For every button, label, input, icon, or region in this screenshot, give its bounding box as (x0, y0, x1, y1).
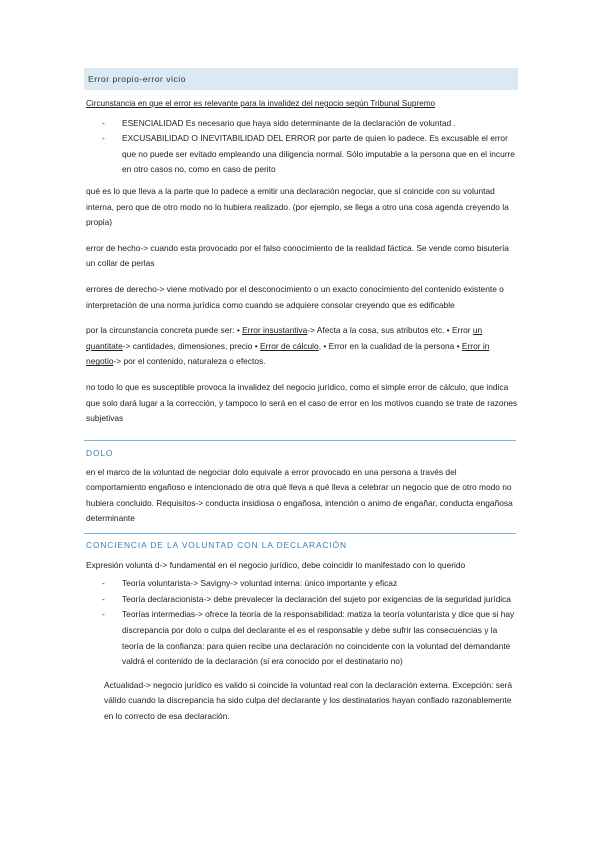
paragraph: no todo lo que es susceptible provoca la invalidez del negocio jurídico, como el simple error de cálculo, que indica que solo dará lugar a la corrección, y tampoco lo será en el caso de error en los motivos cuando se trate de razones subjetivas (86, 381, 518, 424)
term-error-in-negotio: Error in negotio (86, 340, 490, 367)
section-heading: CONCIENCIA DE LA VOLUNTAD CON LA DECLARACIÓN (86, 540, 347, 550)
paragraph: en el marco de la voluntad de negociar dolo equivale a error provocado en una persona a través del comportamiento engañoso e intencionado de otra qué lleva a qué lleva a celebrar un negocio que de otro modo no hubiera concluido. Requisitos-> conducta insidiosa o engañosa, intención o animo de engañar, conducta engañosa determinante (86, 466, 513, 524)
paragraph: error de hecho-> cuando esta provocado por el falso conocimiento de la realidad fáctica. Se vende como bisutería un collar de perlas (86, 242, 509, 269)
theories-list (84, 576, 516, 670)
divider (84, 440, 516, 441)
term-un-quantitate: un quantitate (86, 325, 483, 351)
divider (84, 533, 516, 534)
paragraph: qué es lo que lleva a la parte que lo padece a emitir una declaración negociar, que sí coincide con su voluntad interna, pero que de otro modo no lo hubiera realizado. (por ejemplo, se llega a otro una cosa agenda creyendo la propia) (86, 185, 509, 228)
requirements-list (84, 116, 518, 178)
paragraph-error-types: por la circunstancia concreta puede ser: • Error insustantiva-> Afecta a la cosa, sus atributos etc. • Error un quantitate-> cantidades, dimensiones, precio • Error de cálculo, • Error en la cualidad de la persona • Error in negotio-> por el contenido, naturaleza o efectos. (86, 325, 490, 367)
term-error-insustantiva: Error insustantiva (242, 325, 308, 336)
list-item: - Teoría voluntarista-> Savigny-> voluntad interna: único importante y eficaz (84, 576, 516, 592)
list-item: - ESENCIALIDAD Es necesario que haya sido determinante de la declaración de voluntad . (84, 116, 518, 132)
list-item: - Teorías intermedias-> ofrece la teoría de la responsabilidad: matiza la teoría voluntarista y dice que si hay discrepancia por dolo o culpa del declarante el es el responsable y debe sufrir las consecuencias y la teoría de la confianza: para quien recibe una declaración no coincidente con la voluntad del demandante valdrá el contenido de la declaración (si era conocido por el destinatario no) (84, 607, 516, 669)
section-conciencia-voluntad (84, 533, 516, 725)
section-heading: Error propio-error vicio (84, 68, 518, 90)
paragraph: Actualidad-> negocio jurídico es valido si coincide la voluntad real con la declaración externa. Excepción: será válido cuando la discrepancia ha sido culpa del declarante y los destinatarios hayan confiado razonablemente en lo correcto de esa declaración. (104, 679, 513, 721)
term-error-de-calculo: Error de cálculo (260, 340, 319, 351)
list-item: - EXCUSABILIDAD O INEVITABILIDAD DEL ERROR por parte de quien lo padece. Es excusable el error que no puede ser evitado empleando una diligencia normal. Sólo imputable a la persona que en el incurre en otro casos no, como en caso de perito (84, 131, 518, 178)
paragraph: Expresión volunta d-> fundamental en el negocio jurídico, debe coincidir lo manifestado con lo querido (86, 559, 466, 570)
section-error-vicio (84, 68, 518, 427)
section-heading: DOLO (86, 448, 114, 458)
list-item: - Teoría declaracionista-> debe prevalecer la declaración del sujeto por exigencias de la seguridad jurídica (84, 592, 516, 608)
section-dolo (84, 440, 516, 527)
section-subheading: Circunstancia en que el error es relevante para la invalidez del negocio según Tribunal Supremo (86, 99, 436, 108)
paragraph: errores de derecho-> viene motivado por el desconocimiento o un exacto conocimiento del contenido existente o interpretación de una norma jurídica como cuando se adquiere consolar creyendo que es edificable (86, 283, 504, 310)
